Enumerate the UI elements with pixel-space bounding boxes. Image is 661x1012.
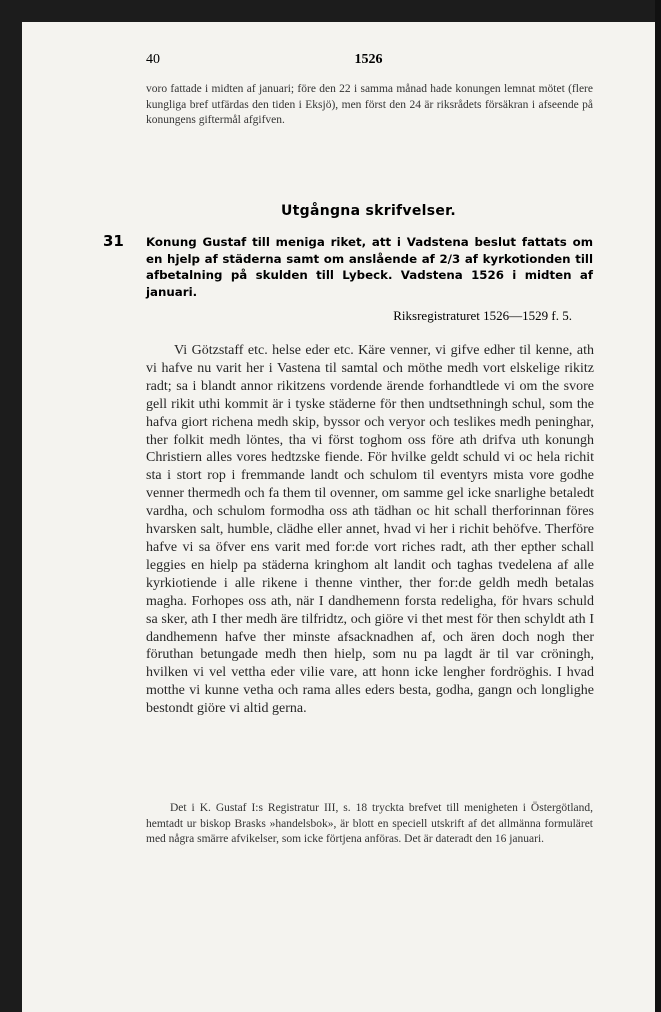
running-head-year: 1526 (354, 52, 383, 67)
editorial-note: Det i K. Gustaf I:s Registratur III, s. 18 tryckta brefvet till menigheten i Östergötland, hemtadt ur biskop Brasks »handelsbok», är blott en speciell utskrift af det allmänna formuläret med några smärre afvikelser, som icke förtjena anföras. Det är dateradt den 16 januari. (146, 802, 593, 845)
document-heading-part-2: af kyrkotionden till afbetalning på skulden till Lybeck. Vadstena 1526 i midten af januari. (146, 251, 593, 299)
section-title: Utgångna skrifvelser. (280, 203, 457, 219)
document-heading-part-1: Konung Gustaf till meniga riket, att i Vadstena beslut fattats om en hjelp af städerna samt om anslående af (146, 235, 593, 266)
intro-paragraph: voro fattade i midten af januari; före den 22 i samma månad hade konungen lemnat mötet (flere kungliga bref utfärdas den tiden i Eksjö), men först den 24 är riksrådets försäkran i afseende på konungens giftermål afgifven. (146, 83, 593, 126)
running-header (146, 52, 591, 72)
page-edge-shadow (655, 0, 661, 1012)
letter-body: Vi Götzstaff etc. helse eder etc. Käre venner, vi gifve edher til kenne, ath vi hafve nu varit her i Vastena til samtal och möthe medh vort elskelige rikitz radt; sa i blandt annor rikitzens vordende ärende forhandtlede vi om the svore gell rikit uthi kommit är i tyske städerne för then undtsethningh schul, som the hafva giort richena medh skip, byssor och veryor och teslikes medh peninghar, ther folkit medh löntes, tha vi först toghom oss före ath drifva uth konungh Christiern alles vores hedtzske fiende. För hvilke geldt schuld vi oc hela richit sta i stort rop i fremmande landt och schulom til eventyrs mista vore godhe venner thermedh och fa them til ovenner, om samme gel icke snarlighe betaledt vardha, och schulom formodha oss ath tädhan oc hit schall therforinnan föres hvarsken salt, humble, clädhe eller annet, hvad vi her i richit behöfve. Therföre hafve vi sa öfver ens varit med for:de vort riches radt, ath ther epther schall leggies en hielp pa städerna kringhom alt landit och taghas tvedelena af alle kyrkiotiende i alle rikene i thenne vinther, ther for:de geldh medh betalas magha. Forhopes oss ath, när I dandhemenn forsta redeligha, för hvars schuld sa sker, ath I ther medh äre tilfridtz, och giöre vi thet mest för then schyldt ath I dandhemenn hafve ther minste afsacknadhen af, och ären doch nogh ther föruthan betungade medh then hielp, som nu pa lagdt är til var cröningh, hvilken vi vel vettha eder vilie vare, att honn icke lengher fordröghis. I hvad motthe vi kunne vetha och rama alles eders besta, godha, gangn och longlighe bestondt giöre vi altid gerna. (146, 343, 594, 717)
document-heading (146, 234, 593, 300)
document-number: 31 (103, 232, 124, 250)
heading-fraction: 2/3 (439, 251, 461, 266)
source-reference: Riksregistraturet 1526—1529 f. 5. (393, 308, 572, 323)
page-number: 40 (146, 52, 160, 67)
